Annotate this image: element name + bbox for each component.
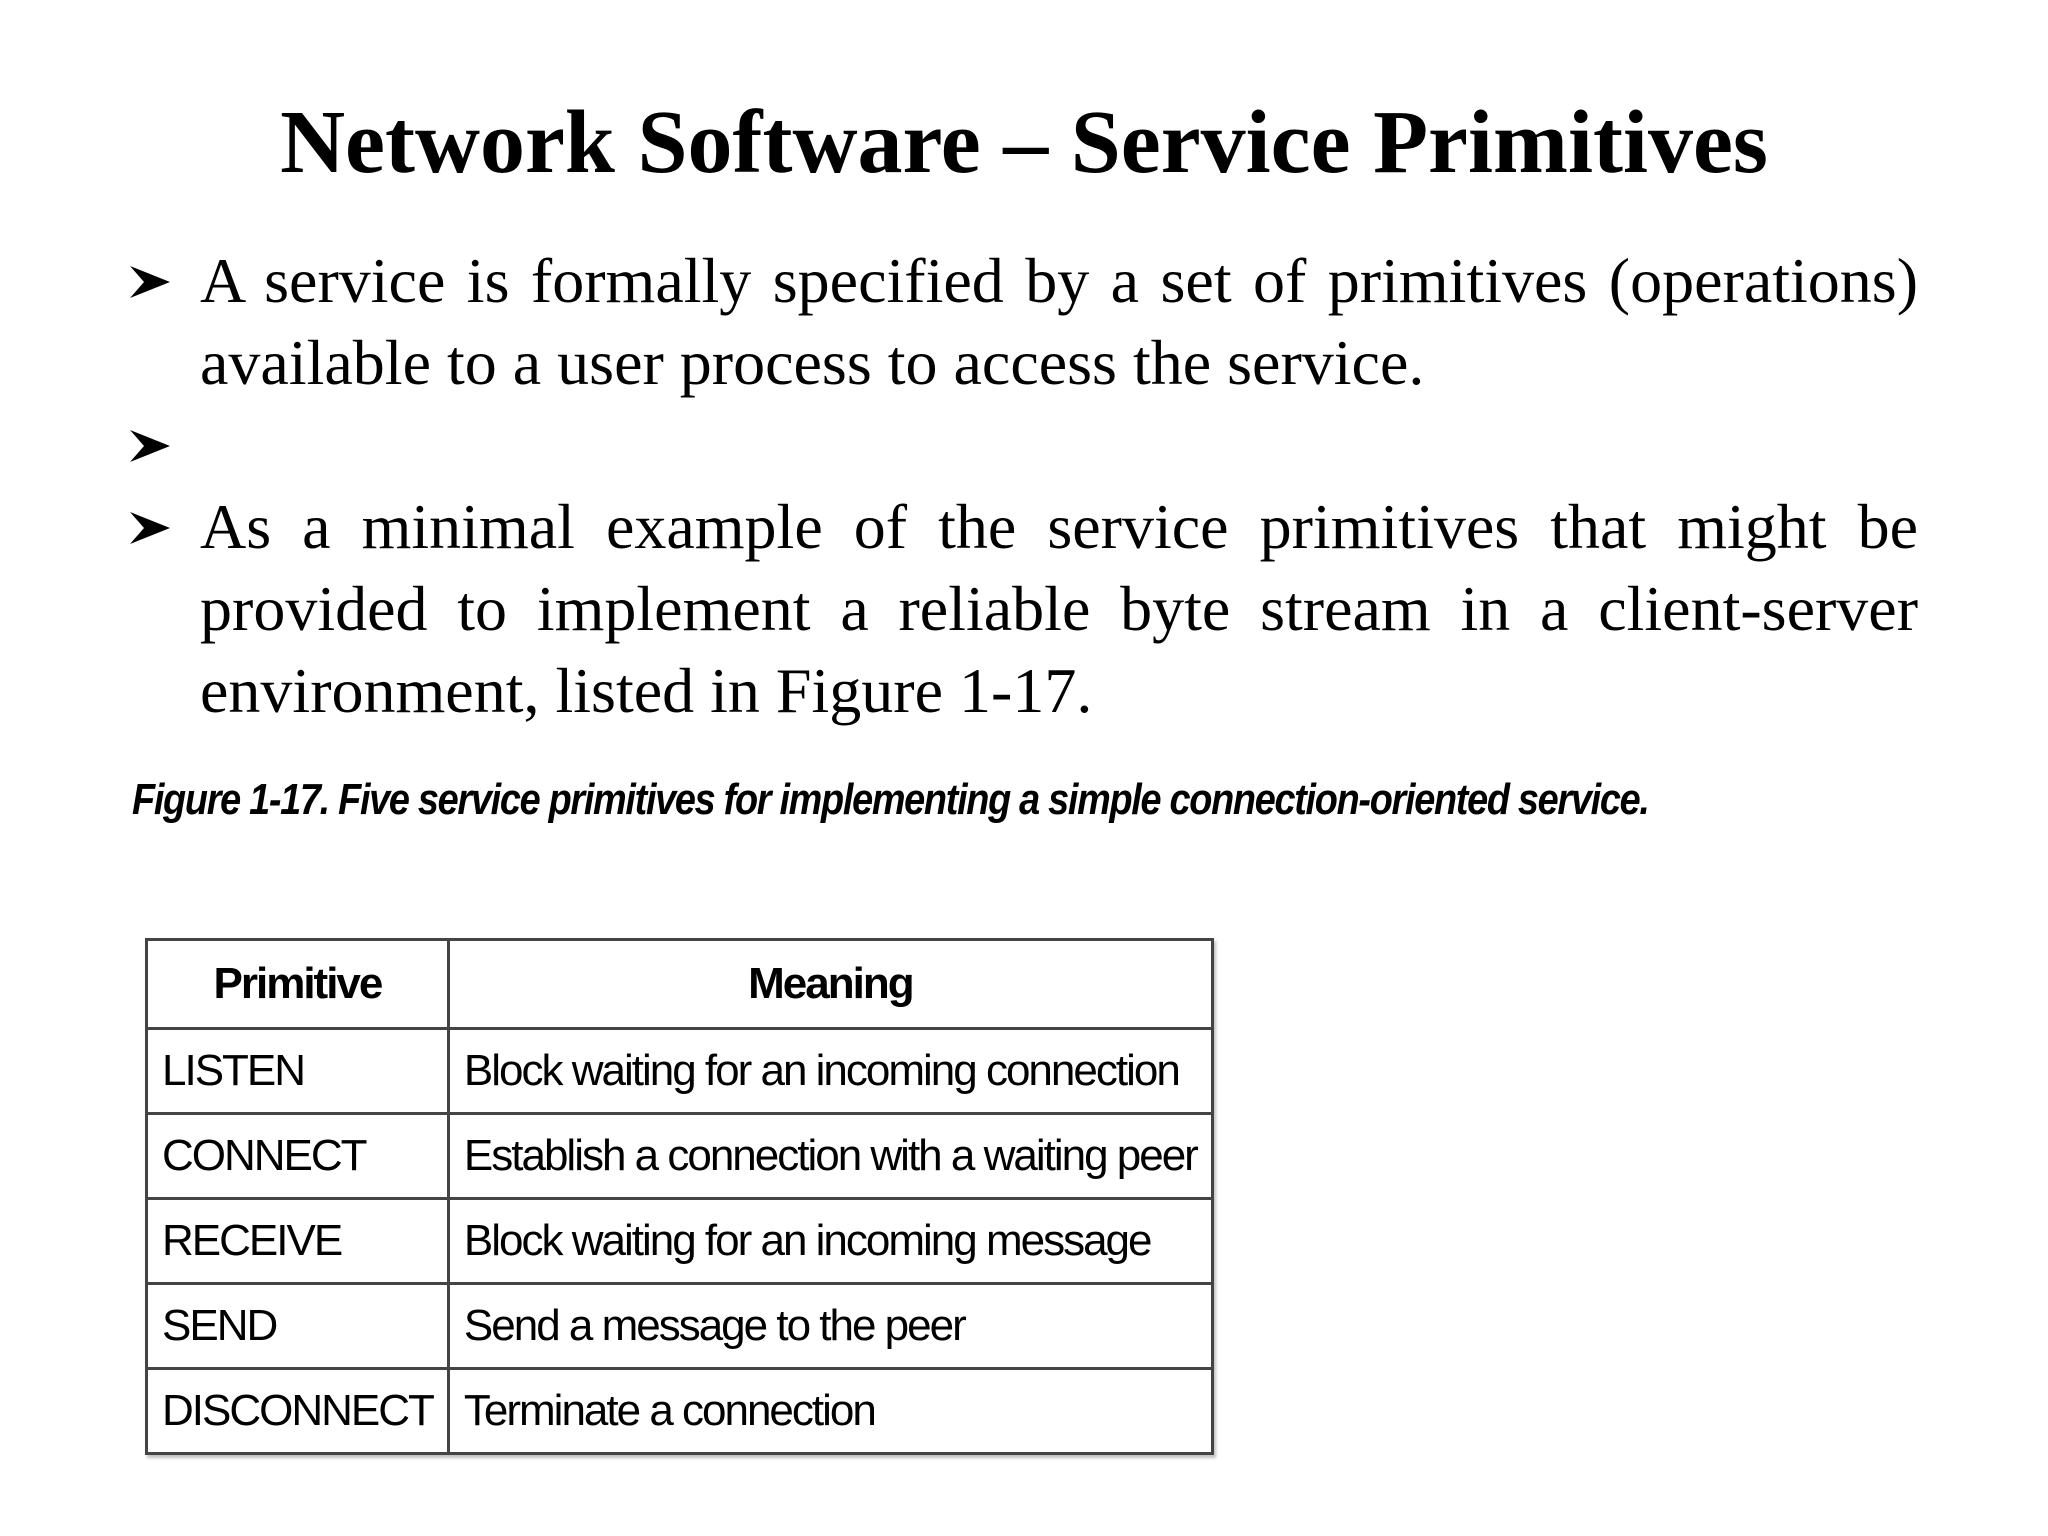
bullet-text: As a minimal example of the service primitives that might be provided to implement a reliable byte stream in a client-server environment, listed in Figure 1-17.	[200, 491, 1918, 726]
primitive-cell: CONNECT	[147, 1114, 449, 1199]
arrowhead-bullet-icon	[128, 428, 172, 464]
bullet-item-1	[128, 240, 1918, 404]
figure-caption: Figure 1-17. Five service primitives for implementing a simple connection-oriented service.	[132, 775, 1649, 824]
table-row	[147, 1284, 1213, 1369]
table-row	[147, 1199, 1213, 1284]
header-meaning: Meaning	[448, 940, 1212, 1029]
arrowhead-bullet-icon	[128, 510, 172, 546]
arrowhead-bullet-icon	[128, 264, 172, 300]
bullet-item-2	[128, 404, 1918, 486]
bullet-list	[128, 240, 1918, 732]
table-row	[147, 1369, 1213, 1454]
meaning-cell: Block waiting for an incoming message	[448, 1199, 1212, 1284]
primitives-table	[145, 938, 1214, 1455]
meaning-cell: Send a message to the peer	[448, 1284, 1212, 1369]
primitive-cell: DISCONNECT	[147, 1369, 449, 1454]
bullet-text: A service is formally specified by a set of primitives (operations) available to a user process to access the service.	[200, 245, 1918, 398]
primitive-cell: SEND	[147, 1284, 449, 1369]
table-row	[147, 1114, 1213, 1199]
meaning-cell: Block waiting for an incoming connection	[448, 1029, 1212, 1114]
meaning-cell: Establish a connection with a waiting peer	[448, 1114, 1212, 1199]
primitive-cell: RECEIVE	[147, 1199, 449, 1284]
slide-title: Network Software – Service Primitives	[280, 93, 1768, 192]
bullet-item-3	[128, 486, 1918, 732]
header-primitive: Primitive	[147, 940, 449, 1029]
table-row	[147, 1029, 1213, 1114]
primitive-cell: LISTEN	[147, 1029, 449, 1114]
table-header-row	[147, 940, 1213, 1029]
meaning-cell: Terminate a connection	[448, 1369, 1212, 1454]
